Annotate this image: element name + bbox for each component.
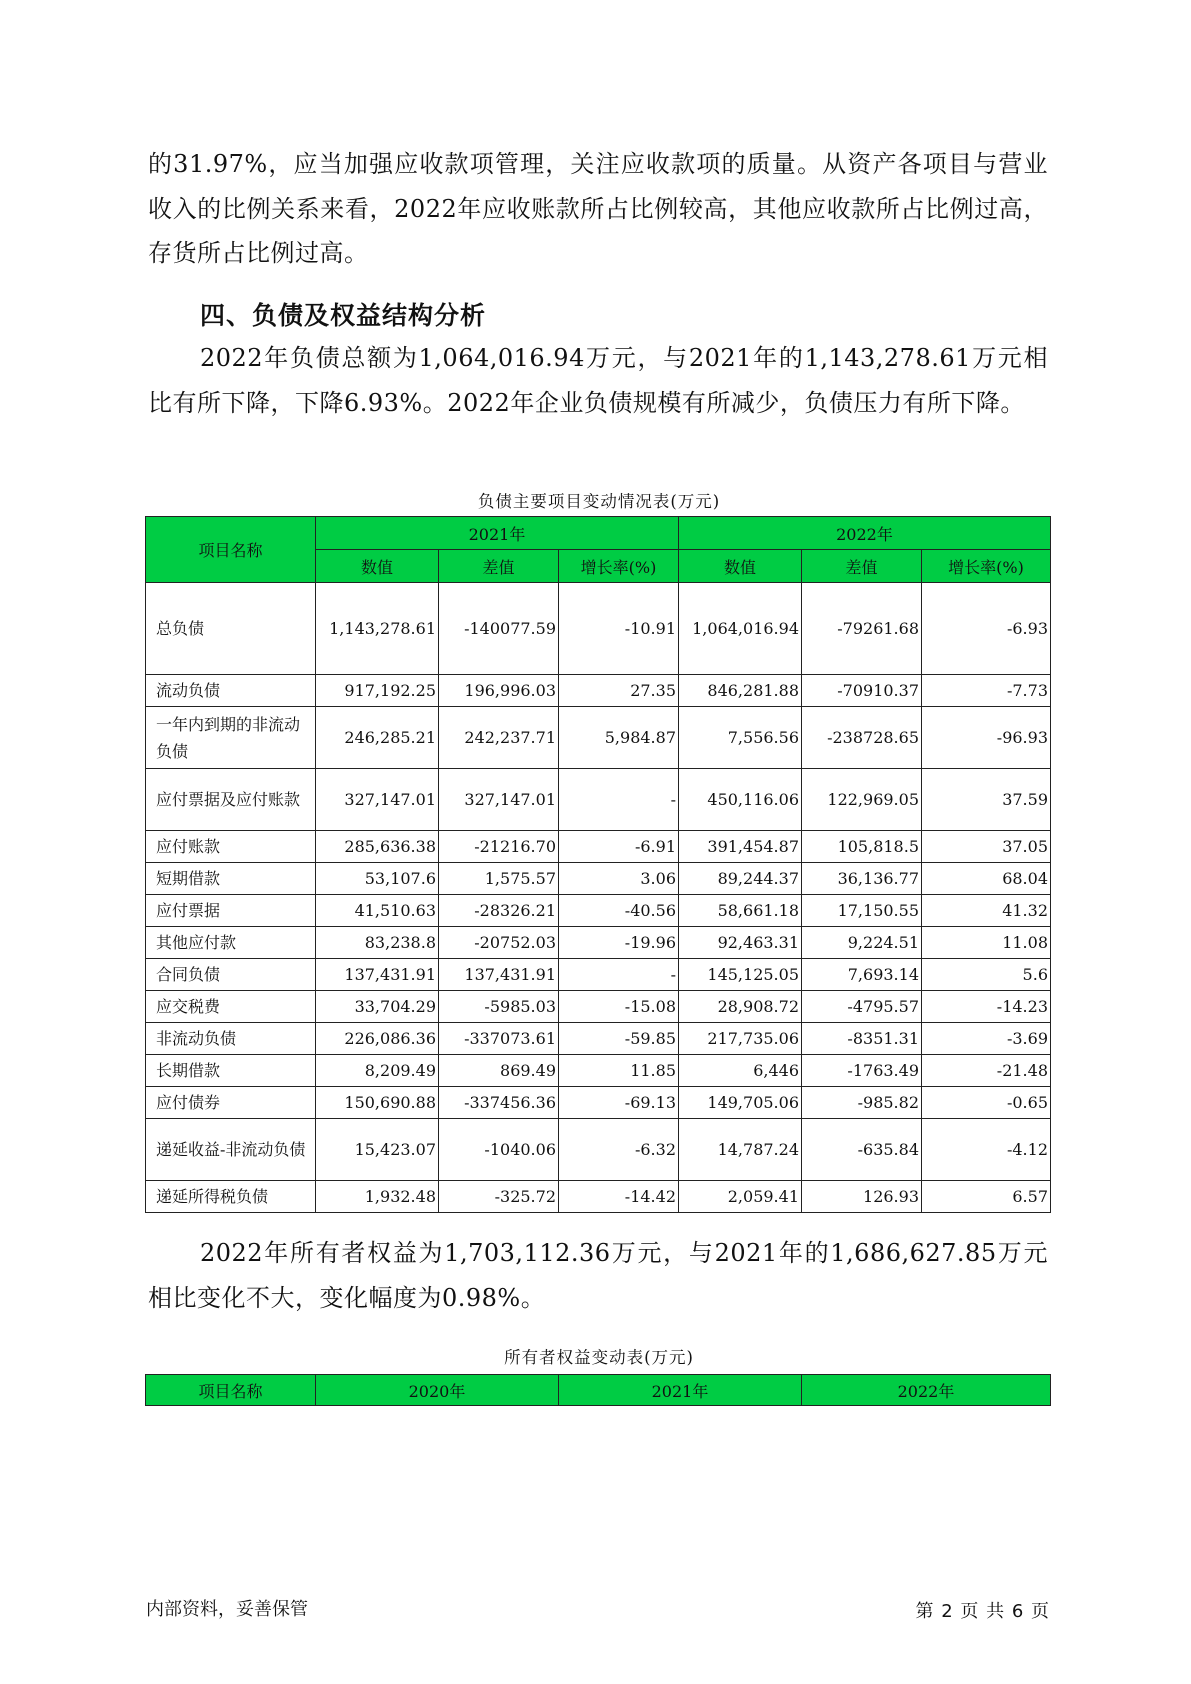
row-value-cell: -14.42 bbox=[559, 1181, 679, 1213]
row-value-cell: 450,116.06 bbox=[679, 769, 802, 831]
row-value-cell: 27.35 bbox=[559, 675, 679, 707]
table-row bbox=[146, 1181, 1051, 1213]
table-row bbox=[146, 863, 1051, 895]
row-item-name: 长期借款 bbox=[146, 1055, 316, 1087]
table-row bbox=[146, 1119, 1051, 1181]
equity-header: 2022年 bbox=[802, 1375, 1051, 1406]
table-row bbox=[146, 1023, 1051, 1055]
row-value-cell: 41.32 bbox=[922, 895, 1051, 927]
row-value-cell: 7,556.56 bbox=[679, 707, 802, 769]
row-value-cell: -337456.36 bbox=[439, 1087, 559, 1119]
equity-paragraph: 2022年所有者权益为1,703,112.36万元，与2021年的1,686,627.85万元相比变化不大，变化幅度为0.98%。 bbox=[148, 1239, 1048, 1312]
row-value-cell: -0.65 bbox=[922, 1087, 1051, 1119]
row-value-cell: 37.05 bbox=[922, 831, 1051, 863]
row-value-cell: 137,431.91 bbox=[316, 959, 439, 991]
row-item-name: 应付票据 bbox=[146, 895, 316, 927]
row-value-cell: 137,431.91 bbox=[439, 959, 559, 991]
row-value-cell: -3.69 bbox=[922, 1023, 1051, 1055]
table-row bbox=[146, 769, 1051, 831]
year-2022-header: 2022年 bbox=[679, 517, 1051, 550]
row-value-cell: 92,463.31 bbox=[679, 927, 802, 959]
row-item-name: 应付债券 bbox=[146, 1087, 316, 1119]
row-value-cell: 285,636.38 bbox=[316, 831, 439, 863]
equity-header: 2021年 bbox=[559, 1375, 802, 1406]
row-value-cell: -6.91 bbox=[559, 831, 679, 863]
row-value-cell: 36,136.77 bbox=[802, 863, 922, 895]
row-value-cell: -70910.37 bbox=[802, 675, 922, 707]
sub-header: 差值 bbox=[439, 550, 559, 583]
equity-header: 项目名称 bbox=[146, 1375, 316, 1406]
row-value-cell: 33,704.29 bbox=[316, 991, 439, 1023]
row-value-cell: 242,237.71 bbox=[439, 707, 559, 769]
section-heading: 四、负债及权益结构分析 bbox=[200, 301, 487, 330]
row-value-cell: -59.85 bbox=[559, 1023, 679, 1055]
row-value-cell: -6.93 bbox=[922, 583, 1051, 675]
row-value-cell: 41,510.63 bbox=[316, 895, 439, 927]
row-value-cell: 68.04 bbox=[922, 863, 1051, 895]
liability-table bbox=[145, 516, 1051, 1213]
row-value-cell: -140077.59 bbox=[439, 583, 559, 675]
row-value-cell: 7,693.14 bbox=[802, 959, 922, 991]
row-value-cell: 1,064,016.94 bbox=[679, 583, 802, 675]
row-value-cell: -20752.03 bbox=[439, 927, 559, 959]
row-value-cell: -69.13 bbox=[559, 1087, 679, 1119]
equity-table bbox=[145, 1374, 1051, 1406]
row-value-cell: 5,984.87 bbox=[559, 707, 679, 769]
row-value-cell: -4795.57 bbox=[802, 991, 922, 1023]
row-value-cell: 11.85 bbox=[559, 1055, 679, 1087]
liability-paragraph: 2022年负债总额为1,064,016.94万元，与2021年的1,143,278.61万元相比有所下降，下降6.93%。2022年企业负债规模有所减少，负债压力有所下降。 bbox=[148, 344, 1048, 417]
row-value-cell: 327,147.01 bbox=[439, 769, 559, 831]
row-value-cell: -15.08 bbox=[559, 991, 679, 1023]
row-value-cell: 196,996.03 bbox=[439, 675, 559, 707]
row-value-cell: 8,209.49 bbox=[316, 1055, 439, 1087]
row-item-name: 短期借款 bbox=[146, 863, 316, 895]
row-value-cell: - bbox=[559, 769, 679, 831]
table-row bbox=[146, 583, 1051, 675]
row-value-cell: -325.72 bbox=[439, 1181, 559, 1213]
row-value-cell: - bbox=[559, 959, 679, 991]
row-item-name: 一年内到期的非流动负债 bbox=[146, 707, 316, 769]
row-value-cell: 1,143,278.61 bbox=[316, 583, 439, 675]
row-value-cell: 17,150.55 bbox=[802, 895, 922, 927]
liability-table-caption: 负债主要项目变动情况表(万元) bbox=[477, 492, 721, 511]
row-value-cell: -4.12 bbox=[922, 1119, 1051, 1181]
row-value-cell: -7.73 bbox=[922, 675, 1051, 707]
equity-header: 2020年 bbox=[316, 1375, 559, 1406]
table-row bbox=[146, 1087, 1051, 1119]
row-value-cell: 11.08 bbox=[922, 927, 1051, 959]
row-value-cell: 126.93 bbox=[802, 1181, 922, 1213]
footer-confidential: 内部资料，妥善保管 bbox=[146, 1599, 308, 1620]
row-item-name: 流动负债 bbox=[146, 675, 316, 707]
row-value-cell: -14.23 bbox=[922, 991, 1051, 1023]
row-item-name: 总负债 bbox=[146, 583, 316, 675]
row-value-cell: 2,059.41 bbox=[679, 1181, 802, 1213]
equity-table-caption: 所有者权益变动表(万元) bbox=[504, 1348, 694, 1367]
year-2021-header: 2021年 bbox=[316, 517, 679, 550]
sub-header: 数值 bbox=[316, 550, 439, 583]
row-value-cell: 246,285.21 bbox=[316, 707, 439, 769]
row-item-name: 递延收益-非流动负债 bbox=[146, 1119, 316, 1181]
row-item-name: 非流动负债 bbox=[146, 1023, 316, 1055]
row-value-cell: -10.91 bbox=[559, 583, 679, 675]
sub-header: 增长率(%) bbox=[559, 550, 679, 583]
sub-header: 增长率(%) bbox=[922, 550, 1051, 583]
row-item-name: 应付票据及应付账款 bbox=[146, 769, 316, 831]
row-value-cell: -1040.06 bbox=[439, 1119, 559, 1181]
row-value-cell: -6.32 bbox=[559, 1119, 679, 1181]
row-value-cell: 83,238.8 bbox=[316, 927, 439, 959]
row-value-cell: 9,224.51 bbox=[802, 927, 922, 959]
row-value-cell: -635.84 bbox=[802, 1119, 922, 1181]
row-value-cell: 327,147.01 bbox=[316, 769, 439, 831]
row-item-name: 递延所得税负债 bbox=[146, 1181, 316, 1213]
row-value-cell: 53,107.6 bbox=[316, 863, 439, 895]
row-value-cell: 150,690.88 bbox=[316, 1087, 439, 1119]
row-item-name: 应付账款 bbox=[146, 831, 316, 863]
row-value-cell: 226,086.36 bbox=[316, 1023, 439, 1055]
row-value-cell: -238728.65 bbox=[802, 707, 922, 769]
table-row bbox=[146, 1055, 1051, 1087]
intro-paragraph: 的31.97%，应当加强应收款项管理，关注应收款项的质量。从资产各项目与营业收入的比例关系来看，2022年应收账款所占比例较高，其他应收款所占比例过高，存货所占比例过高。 bbox=[148, 150, 1048, 267]
row-item-name: 合同负债 bbox=[146, 959, 316, 991]
item-name-header: 项目名称 bbox=[146, 517, 316, 583]
row-value-cell: 917,192.25 bbox=[316, 675, 439, 707]
row-value-cell: -337073.61 bbox=[439, 1023, 559, 1055]
row-value-cell: -21.48 bbox=[922, 1055, 1051, 1087]
row-value-cell: 391,454.87 bbox=[679, 831, 802, 863]
row-value-cell: -5985.03 bbox=[439, 991, 559, 1023]
row-value-cell: -21216.70 bbox=[439, 831, 559, 863]
table-row bbox=[146, 675, 1051, 707]
row-item-name: 应交税费 bbox=[146, 991, 316, 1023]
row-value-cell: 14,787.24 bbox=[679, 1119, 802, 1181]
row-value-cell: 28,908.72 bbox=[679, 991, 802, 1023]
sub-header: 数值 bbox=[679, 550, 802, 583]
row-value-cell: -79261.68 bbox=[802, 583, 922, 675]
row-value-cell: -96.93 bbox=[922, 707, 1051, 769]
table-row bbox=[146, 991, 1051, 1023]
row-value-cell: -1763.49 bbox=[802, 1055, 922, 1087]
footer-page-number: 第 2 页 共 6 页 bbox=[915, 1601, 1050, 1622]
row-value-cell: -985.82 bbox=[802, 1087, 922, 1119]
table-row bbox=[146, 927, 1051, 959]
table-row bbox=[146, 707, 1051, 769]
row-value-cell: 3.06 bbox=[559, 863, 679, 895]
row-value-cell: 869.49 bbox=[439, 1055, 559, 1087]
row-value-cell: -40.56 bbox=[559, 895, 679, 927]
row-value-cell: 5.6 bbox=[922, 959, 1051, 991]
row-value-cell: 149,705.06 bbox=[679, 1087, 802, 1119]
row-value-cell: 122,969.05 bbox=[802, 769, 922, 831]
row-value-cell: 6,446 bbox=[679, 1055, 802, 1087]
row-value-cell: 846,281.88 bbox=[679, 675, 802, 707]
row-value-cell: -8351.31 bbox=[802, 1023, 922, 1055]
row-value-cell: 58,661.18 bbox=[679, 895, 802, 927]
row-value-cell: 145,125.05 bbox=[679, 959, 802, 991]
row-value-cell: 89,244.37 bbox=[679, 863, 802, 895]
table-row bbox=[146, 959, 1051, 991]
row-value-cell: 217,735.06 bbox=[679, 1023, 802, 1055]
row-value-cell: 37.59 bbox=[922, 769, 1051, 831]
row-item-name: 其他应付款 bbox=[146, 927, 316, 959]
row-value-cell: 1,932.48 bbox=[316, 1181, 439, 1213]
row-value-cell: 105,818.5 bbox=[802, 831, 922, 863]
row-value-cell: 6.57 bbox=[922, 1181, 1051, 1213]
sub-header: 差值 bbox=[802, 550, 922, 583]
table-row bbox=[146, 895, 1051, 927]
table-row bbox=[146, 831, 1051, 863]
row-value-cell: 15,423.07 bbox=[316, 1119, 439, 1181]
row-value-cell: 1,575.57 bbox=[439, 863, 559, 895]
row-value-cell: -28326.21 bbox=[439, 895, 559, 927]
row-value-cell: -19.96 bbox=[559, 927, 679, 959]
